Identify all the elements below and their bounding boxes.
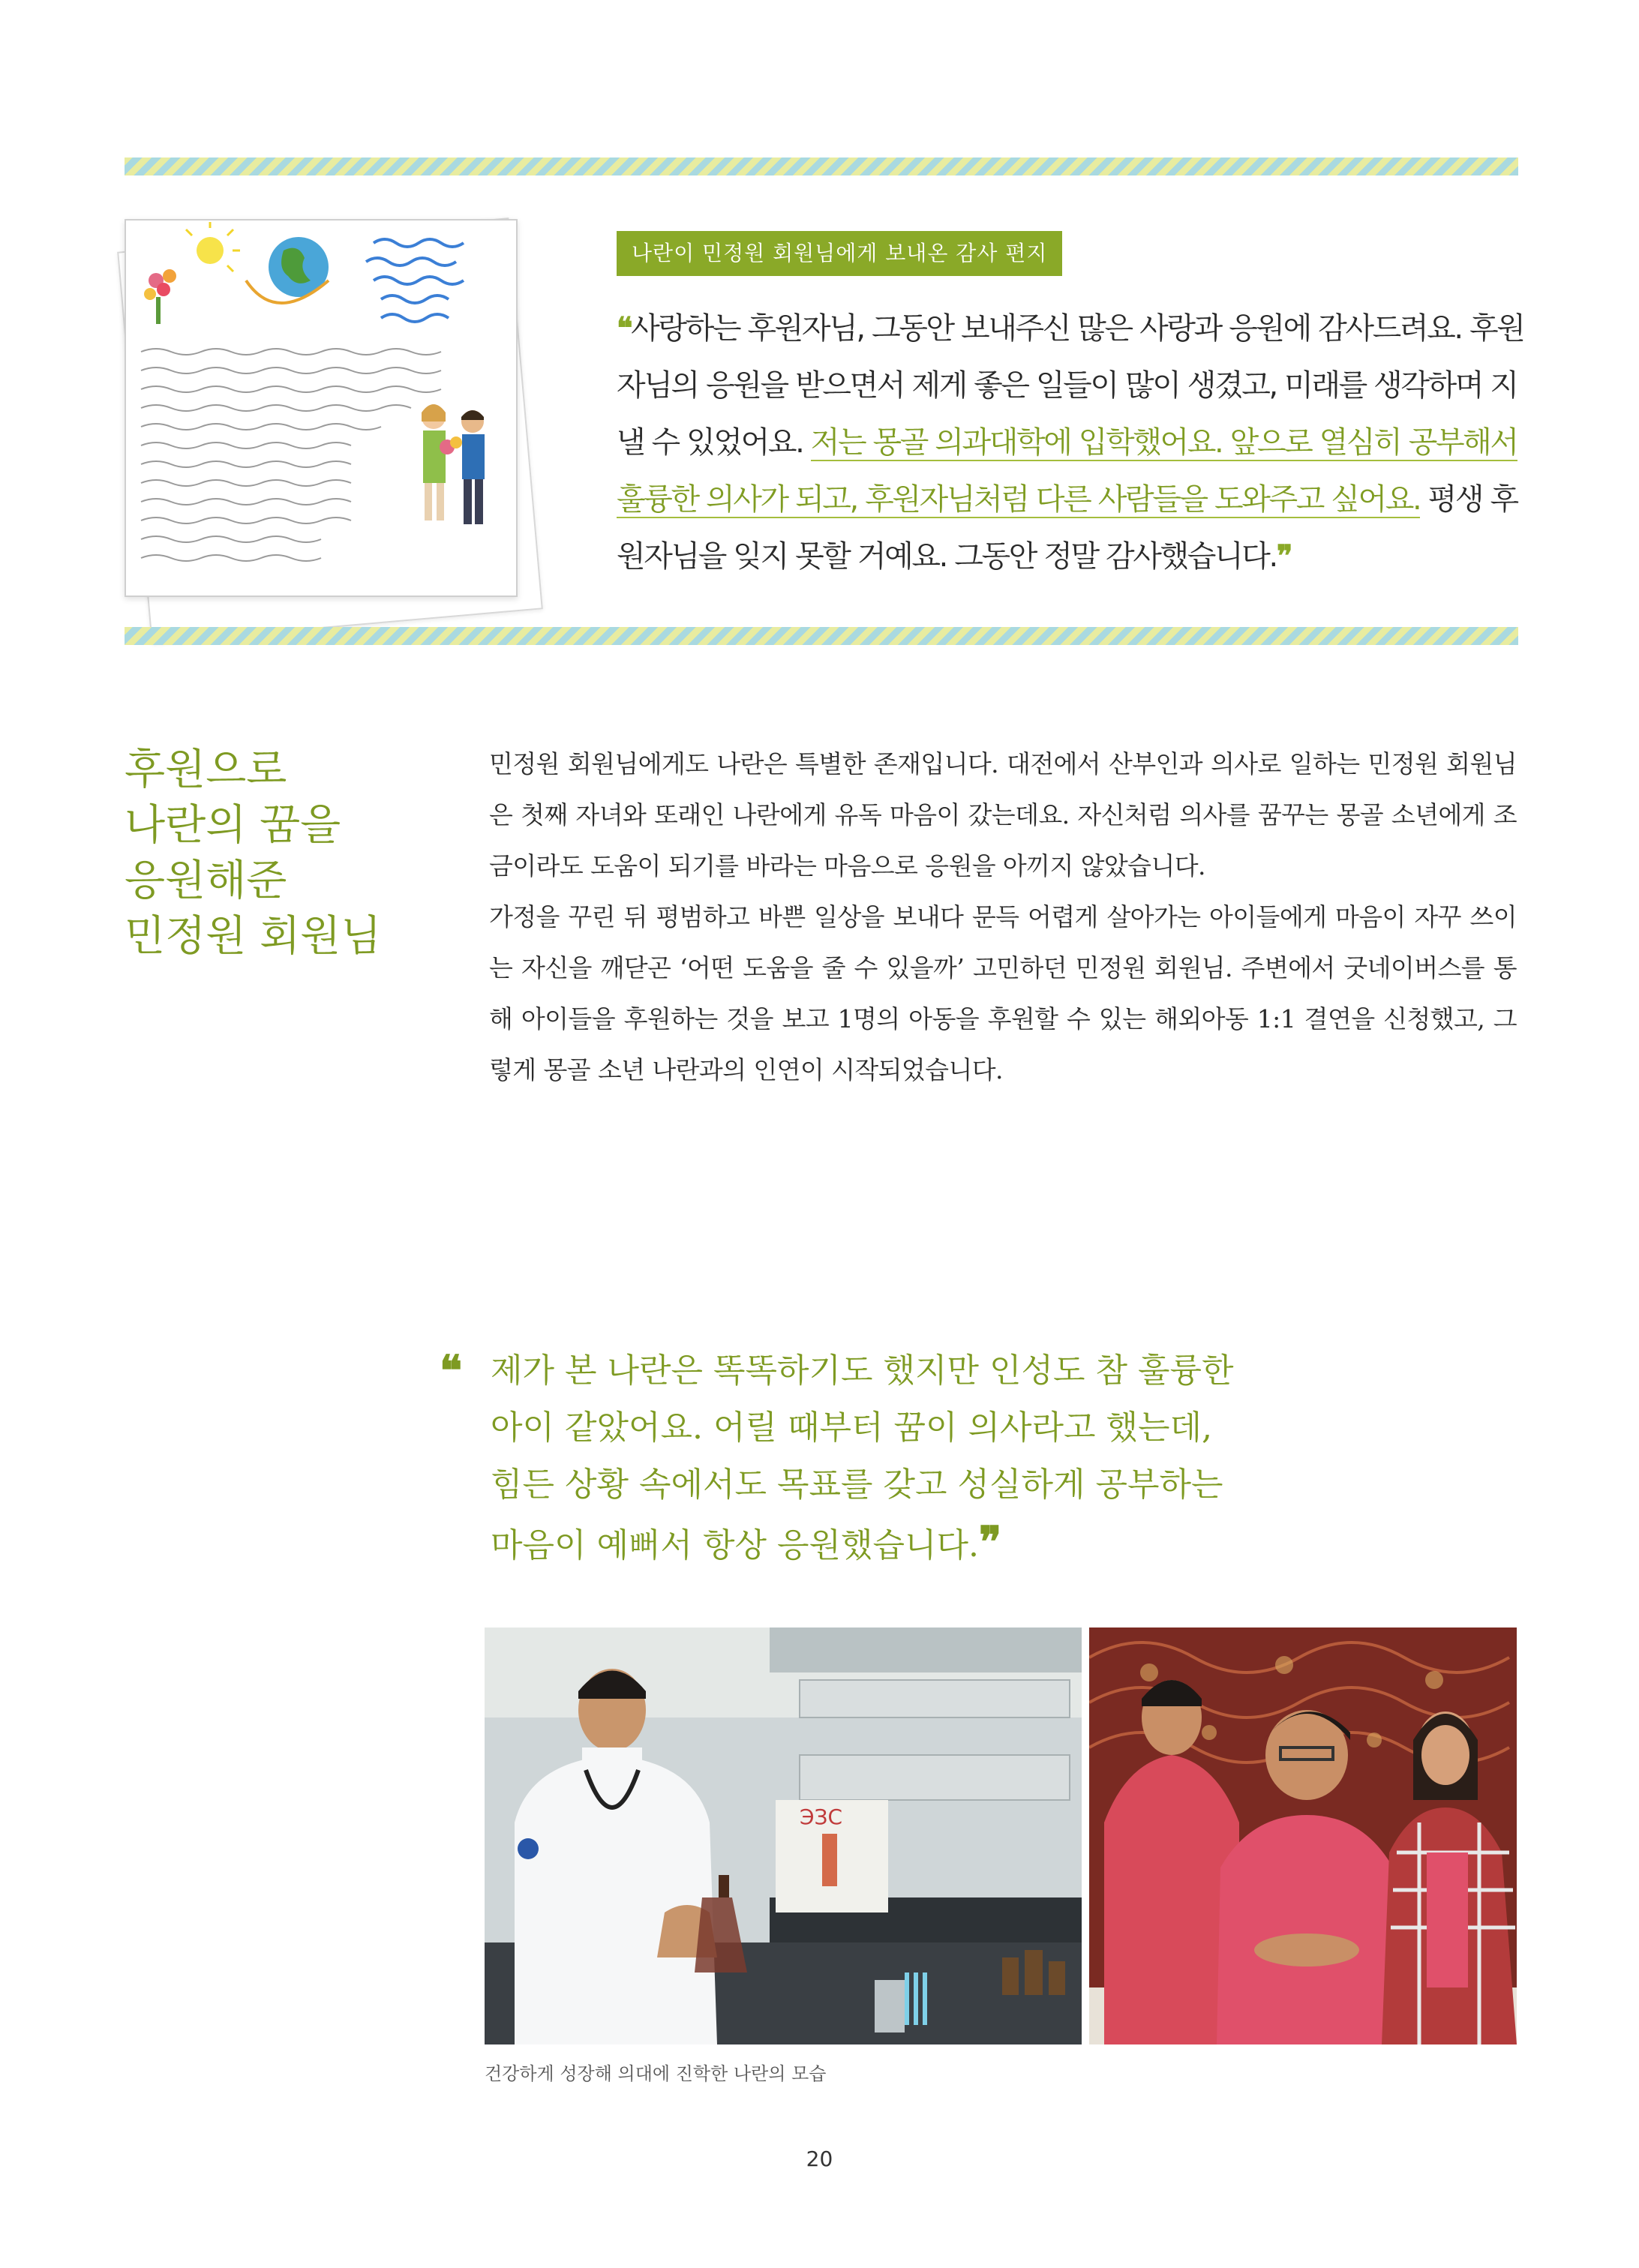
- wave-doodle: [366, 239, 464, 322]
- page-number: 20: [806, 2146, 833, 2171]
- pull-quote-line: 힘든 상황 속에서도 목표를 갖고 성실하게 공부하는: [491, 1466, 1223, 1504]
- side-title-line: 나란의 꿈을: [125, 801, 341, 850]
- top-decorative-stripe: [125, 158, 1518, 176]
- photo-caption: 건강하게 성장해 의대에 진학한 나란의 모습: [485, 2063, 827, 2084]
- close-quote-icon: ❞: [1276, 538, 1291, 574]
- flowers-icon: [144, 269, 176, 324]
- lab-photo: [485, 1628, 1082, 2044]
- family-photo: [1089, 1628, 1517, 2044]
- side-title: [125, 742, 425, 964]
- pull-quote-line: 마음이 예뻐서 항상 응원했습니다.: [491, 1526, 979, 1564]
- letter-quote: [617, 300, 1524, 585]
- pull-quote: [440, 1342, 1340, 1574]
- open-quote-icon: ❝: [440, 1346, 463, 1396]
- globe-icon: [246, 237, 329, 303]
- bottom-decorative-stripe: [125, 627, 1518, 645]
- letter-quote-part1: 사랑하는 후원자님, 그동안 보내주신 많은 사랑과 응원에 감사드려요. 후원자님의 응원을 받으면서 제게 좋은 일들이 많이 생겼고, 미래를 생각하며 지낼 수 있었어요.: [617, 311, 1524, 460]
- pull-quote-line-last: [491, 1514, 1340, 1574]
- pull-quote-line: 아이 같았어요. 어릴 때부터 꿈이 의사라고 했는데,: [491, 1408, 1212, 1447]
- letter-quote-part2: 평생 후원자님을 잊지 못할 거예요. 그동안 정말 감사했습니다.: [617, 482, 1517, 574]
- svg-text:ЭЗС: ЭЗС: [800, 1804, 843, 1829]
- body-text: [489, 739, 1517, 1096]
- open-quote-icon: ❝: [617, 310, 632, 346]
- pull-quote-line: 제가 본 나란은 똑똑하기도 했지만 인성도 참 훌륭한: [491, 1352, 1234, 1390]
- letter-badge: 나란이 민정원 회원님에게 보내온 감사 편지: [617, 231, 1062, 276]
- close-quote-icon: ❞: [979, 1517, 1002, 1567]
- body-paragraph: 민정원 회원님에게도 나란은 특별한 존재입니다. 대전에서 산부인과 의사로 일하는 민정원 회원님은 첫째 자녀와 또래인 나란에게 유독 마음이 갔는데요. 자신처럼 의사를 꿈꾸는 몽골 소년에게 조금이라도 도움이 되기를 바라는 마음으로 응원을 아끼지 않았습니다.: [489, 749, 1517, 880]
- couple-drawing: [422, 404, 485, 524]
- side-title-line: 민정원 회원님: [125, 912, 382, 961]
- sun-icon: [197, 237, 224, 264]
- side-title-line: 후원으로: [125, 746, 287, 794]
- handwriting-lines: [141, 349, 441, 561]
- side-title-line: 응원해준: [125, 856, 287, 905]
- letter-quote-highlight: 저는 몽골 의과대학에 입학했어요. 앞으로 열심히 공부해서 훌륭한 의사가 되고, 후원자님처럼 다른 사람들을 도와주고 싶어요.: [617, 425, 1517, 517]
- body-paragraph: 가정을 꾸린 뒤 평범하고 바쁜 일상을 보내다 문득 어렵게 살아가는 아이들에게 마음이 자꾸 쓰이는 자신을 깨닫곤 ‘어떤 도움을 줄 수 있을까’ 고민하던 민정원 회원님. 주변에서 굿네이버스를 통해 아이들을 후원하는 것을 보고 1명의 아동을 후원할 수 있는 해외아동 1:1 결연을 신청했고, 그렇게 몽골 소년 나란과의 인연이 시작되었습니다.: [489, 902, 1517, 1084]
- handwritten-letter-image: [125, 219, 518, 597]
